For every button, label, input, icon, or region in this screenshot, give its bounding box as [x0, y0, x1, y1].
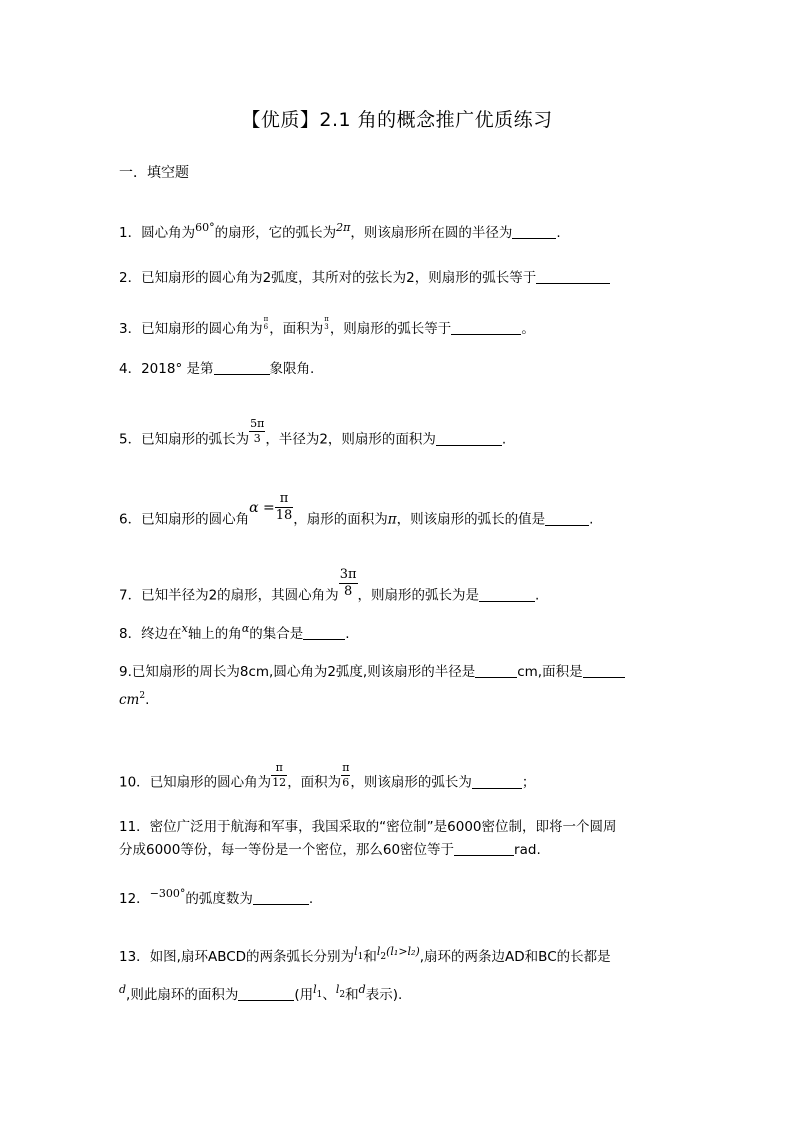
question-number: 13． [119, 949, 150, 965]
fraction-den: 6 [342, 776, 350, 789]
math-x: x [181, 622, 188, 635]
question-text: 已知扇形的圆心角为 [141, 321, 263, 337]
punct: . [145, 692, 150, 708]
fraction-den: 12 [272, 776, 287, 789]
punct: ； [521, 774, 536, 791]
question-12 [119, 887, 313, 907]
fraction-num: π [324, 315, 329, 323]
question-3 [119, 317, 535, 337]
question-number: 5． [119, 431, 142, 448]
question-text: 已知扇形的弧长为 [141, 431, 250, 448]
math-d: d [358, 983, 366, 996]
math-l1: l [313, 983, 317, 996]
question-text: 和 [345, 987, 359, 1003]
math-subscript: 2 [339, 990, 346, 1000]
question-text: 已知半径为2的扇形，其圆心角为 [141, 587, 339, 604]
question-13-line-1 [119, 945, 611, 965]
punct: . [556, 225, 561, 241]
fraction [249, 417, 265, 446]
question-number: 8． [119, 626, 142, 642]
answer-blank[interactable] [536, 269, 610, 284]
fraction-num: π [275, 491, 294, 508]
answer-blank[interactable] [545, 511, 589, 526]
answer-blank[interactable] [475, 663, 517, 678]
question-number: 12． [119, 891, 150, 907]
question-text: ，则该扇形所在圆的半径为 [350, 225, 513, 241]
question-number: 10． [119, 774, 150, 791]
question-6 [119, 491, 594, 536]
fraction-num: π [263, 315, 269, 323]
question-text: 的集合是 [249, 626, 304, 642]
math-arc: 2π [336, 221, 351, 234]
fraction-den: 6 [263, 323, 269, 331]
question-11-line-2 [119, 838, 541, 858]
question-text: 如图,扇环ABCD的两条弧长分别为 [149, 949, 355, 965]
question-text: cm,面积是 [517, 664, 583, 680]
answer-blank[interactable] [512, 224, 556, 239]
question-9-unit [119, 692, 149, 708]
question-11-line-1: 11．密位广泛用于航海和军事，我国采取的“密位制”是6000密位制，即将一个圆周 [119, 819, 617, 835]
fraction-num: 3π [339, 567, 357, 582]
fraction [341, 761, 350, 790]
fraction-num: π [342, 761, 350, 774]
fraction-num: π [271, 761, 287, 776]
fraction [323, 315, 330, 331]
question-text: 圆心角为 [141, 225, 196, 241]
answer-blank[interactable] [303, 625, 345, 640]
question-text: ，面积为 [287, 774, 342, 791]
answer-blank[interactable] [454, 841, 514, 856]
math-alpha: α = [249, 499, 275, 516]
question-text: 和 [363, 949, 377, 965]
fraction-den: 3 [253, 432, 261, 445]
question-2 [119, 266, 610, 286]
answer-blank[interactable] [238, 986, 294, 1001]
question-text: ，则扇形的弧长等于 [329, 321, 452, 337]
question-number: 9. [119, 664, 132, 680]
punct: . [308, 891, 314, 907]
question-number: 1． [119, 225, 142, 241]
question-text: rad. [514, 842, 541, 858]
fraction-den: 18 [275, 508, 293, 523]
math-l2: l [335, 983, 340, 996]
question-number: 4． [119, 361, 142, 377]
section-heading: 一．填空题 [119, 165, 189, 181]
question-1 [119, 221, 561, 241]
question-text: 、 [322, 987, 336, 1003]
question-9 [119, 660, 625, 680]
question-text: 轴上的角 [187, 626, 242, 642]
question-text: 终边在 [141, 626, 182, 642]
answer-blank[interactable] [253, 890, 309, 905]
math-subscript: 2 [380, 952, 387, 962]
question-text: 的弧度数为 [185, 891, 253, 907]
punct: . [501, 431, 507, 448]
math-subscript: 1 [316, 990, 323, 1000]
punct: 。 [521, 321, 535, 337]
question-4 [119, 357, 314, 377]
question-10 [119, 761, 536, 797]
math-degree: −300° [149, 887, 186, 900]
math-exponent: 2 [139, 691, 146, 701]
fraction-den: 8 [343, 584, 353, 599]
question-text: 的扇形，它的弧长为 [214, 225, 337, 241]
answer-blank[interactable] [436, 431, 502, 446]
punct: . [535, 587, 540, 604]
question-text: ，则扇形的弧长为是 [357, 587, 480, 604]
math-l1: l [354, 945, 358, 958]
answer-blank[interactable] [214, 360, 270, 375]
question-8 [119, 622, 350, 642]
question-text: 2018° 是第 [141, 361, 214, 377]
answer-blank[interactable] [472, 774, 522, 789]
question-text: 已知扇形的圆心角为2弧度，其所对的弦长为2，则扇形的弧长等于 [141, 270, 537, 286]
answer-blank[interactable] [583, 663, 625, 678]
question-number: 3． [119, 321, 142, 337]
question-text: 已知扇形的周长为8cm,圆心角为2弧度,则该扇形的半径是 [131, 664, 476, 680]
fraction [339, 567, 358, 600]
question-number: 2． [119, 270, 142, 286]
fraction-num: 5π [250, 417, 265, 430]
page-title: 【优质】2.1 角的概念推广优质练习 [241, 109, 553, 131]
question-number: 6． [119, 511, 142, 528]
question-text: ，面积为 [269, 321, 324, 337]
fraction [263, 315, 270, 331]
math-l2: l [376, 945, 381, 958]
math-unit: cm [119, 692, 140, 708]
question-text: ，则该扇形的弧长的值是 [396, 511, 546, 528]
fraction-den: 3 [324, 323, 329, 331]
question-text: 象限角. [269, 361, 315, 377]
question-text: (用 [294, 987, 314, 1003]
question-text: ,扇环的两条边AD和BC的长都是 [419, 949, 611, 965]
math-condition: (l₁>l₂) [386, 945, 420, 958]
question-text: ，则该扇形的弧长为 [350, 774, 472, 791]
question-text: 分成6000等份，每一等份是一个密位，那么60密位等于 [119, 842, 455, 858]
fraction [271, 761, 287, 790]
answer-blank[interactable] [479, 587, 535, 602]
question-number: 7． [119, 587, 142, 604]
question-text: 已知扇形的圆心角 [141, 511, 250, 528]
punct: . [345, 626, 350, 642]
math-pi: π [387, 511, 397, 528]
question-text: 已知扇形的圆心角为 [149, 774, 272, 791]
math-d: d [119, 983, 127, 996]
punct: . [589, 511, 594, 528]
fraction [275, 491, 294, 524]
question-text: ,则此扇环的面积为 [126, 987, 239, 1003]
math-degree: 60° [195, 221, 215, 234]
math-subscript: 1 [357, 952, 364, 962]
question-text: ，扇形的面积为 [293, 511, 388, 528]
question-13-line-2 [119, 983, 402, 1003]
answer-blank[interactable] [451, 320, 521, 335]
math-alpha: α [241, 622, 250, 635]
question-text: ，半径为2，则扇形的面积为 [265, 431, 436, 448]
question-text: 表示). [365, 987, 403, 1003]
